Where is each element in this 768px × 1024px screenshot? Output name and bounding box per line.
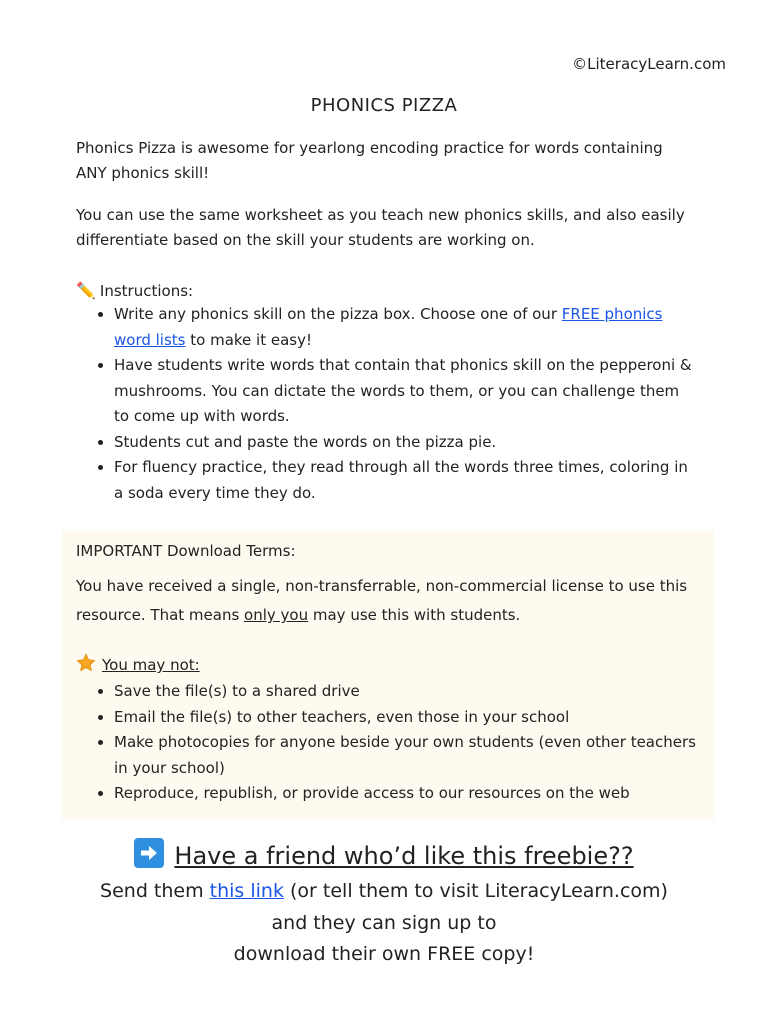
list-item: • Email the file(s) to other teachers, even those in your school	[114, 705, 696, 731]
list-item: • Save the file(s) to a shared drive	[114, 679, 696, 705]
may-not-heading-row	[76, 653, 200, 678]
list-item: • For fluency practice, they read through all the words three times, coloring in a soda every time they do.	[114, 455, 696, 506]
list-item	[114, 302, 696, 353]
this-link[interactable]: this link	[209, 880, 284, 902]
list-item: • Have students write words that contain that phonics skill on the pepperoni & mushrooms. You can dictate the words to them, or you can challenge them to come up with words.	[114, 353, 696, 430]
list-item: • Students cut and paste the words on the pizza pie.	[114, 430, 696, 456]
page-title: PHONICS PIZZA	[310, 95, 458, 116]
share-text: Send them	[100, 880, 210, 902]
copyright-text: ©LiteracyLearn.com	[572, 55, 726, 73]
may-not-list	[76, 679, 696, 807]
share-heading-row	[0, 838, 768, 870]
list-item-text: to make it easy!	[185, 330, 312, 349]
share-line-1	[0, 880, 768, 902]
instructions-heading: Instructions:	[99, 282, 194, 300]
only-you-text: only you	[244, 606, 309, 624]
intro-paragraph-2: You can use the same worksheet as you teach new phonics skills, and also easily differentiate based on the skill your students are working on.	[76, 206, 685, 249]
phonics-word-lists-link[interactable]: FREE phonics word lists	[114, 305, 663, 349]
terms-text: You have received a single, non-transferrable, non-commercial license to use this resource. That means	[76, 577, 688, 624]
list-item: • Reproduce, republish, or provide access to our resources on the web	[114, 781, 696, 807]
terms-heading: IMPORTANT Download Terms:	[76, 542, 296, 560]
terms-paragraph	[76, 572, 706, 630]
instructions-list	[76, 302, 696, 506]
star-icon	[76, 653, 96, 673]
may-not-heading: You may not:	[102, 656, 200, 674]
terms-text: may use this with students.	[308, 606, 521, 624]
right-arrow-icon	[134, 838, 164, 868]
intro-paragraph-1: Phonics Pizza is awesome for yearlong encoding practice for words containing ANY phonics skill!	[76, 139, 663, 182]
instructions-heading-row	[76, 278, 193, 304]
share-heading: Have a friend who’d like this freebie??	[174, 842, 634, 870]
share-line-2: and they can sign up to	[271, 912, 497, 934]
share-text: (or tell them to visit LiteracyLearn.com)	[283, 880, 668, 902]
list-item-text: Write any phonics skill on the pizza box. Choose one of our	[114, 305, 562, 323]
pencil-icon: ✏️	[76, 281, 96, 300]
share-line-3: download their own FREE copy!	[233, 943, 535, 965]
list-item: • Make photocopies for anyone beside your own students (even other teachers in your school)	[114, 730, 696, 781]
